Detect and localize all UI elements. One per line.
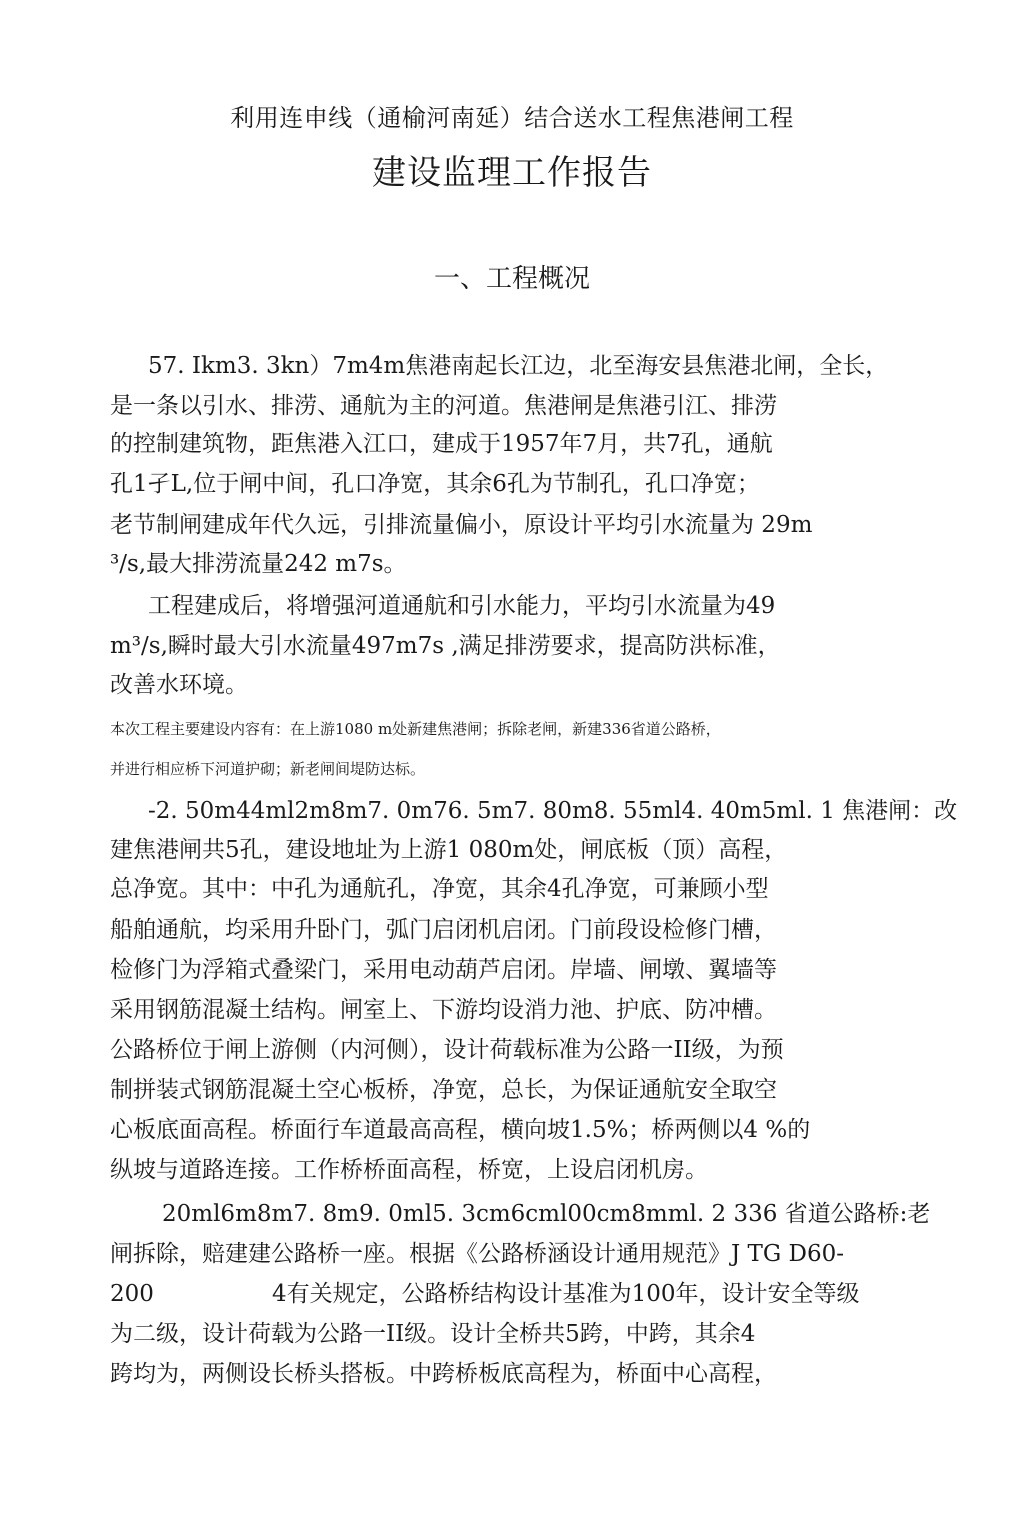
paragraph-line: 为二级，设计荷载为公路一II级。设计全桥共5跨，中跨，其余4 xyxy=(110,1321,756,1347)
paragraph-line: 制拼装式钢筋混凝土空心板桥，净宽，总长，为保证通航安全取空 xyxy=(110,1077,777,1103)
paragraph-line: 公路桥位于闸上游侧（内河侧），设计荷载标准为公路一II级，为预 xyxy=(110,1037,784,1063)
paragraph-line: 跨均为，两侧设长桥头搭板。中跨桥板底高程为，桥面中心高程， xyxy=(110,1361,777,1387)
paragraph-line: 纵坡与道路连接。工作桥桥面高程，桥宽，上设启闭机房。 xyxy=(110,1157,708,1183)
paragraph-line: 工程建成后，将增强河道通航和引水能力，平均引水流量为49 xyxy=(148,593,776,619)
paragraph-line: 老节制闸建成年代久远，引排流量偏小，原设计平均引水流量为 29m xyxy=(110,512,813,538)
paragraph-line: 20ml6m8m7. 8m9. 0ml5. 3cm6cml00cm8mml. 2 336 省道公路桥:老 xyxy=(162,1201,931,1227)
document-title: 建设监理工作报告 xyxy=(372,153,652,193)
paragraph-line-small: 本次工程主要建设内容有：在上游1080 m处新建焦港闸；拆除老闸，新建336省道公路桥， xyxy=(110,720,721,738)
paragraph-line-continuation: 4有关规定，公路桥结构设计基准为100年，设计安全等级 xyxy=(272,1281,860,1307)
paragraph-line: 是一条以引水、排涝、通航为主的河道。焦港闸是焦港引江、排涝 xyxy=(110,393,777,419)
paragraph-line: m³/s,瞬时最大引水流量497m7s ,满足排涝要求，提高防洪标准， xyxy=(110,633,781,659)
paragraph-line: 建焦港闸共5孔，建设地址为上游1 080m处，闸底板（顶）高程， xyxy=(110,837,788,863)
paragraph-line: 57. Ikm3. 3kn）7m4m焦港南起长江边，北至海安县焦港北闸，全长， xyxy=(148,353,889,379)
paragraph-line-start: 200 xyxy=(110,1281,154,1307)
paragraph-line: 检修门为浮箱式叠梁门，采用电动葫芦启闭。岸墙、闸墩、翼墙等 xyxy=(110,957,777,983)
paragraph-line-small: 并进行相应桥下河道护砌；新老闸间堤防达标。 xyxy=(110,760,426,778)
paragraph-line: 改善水环境。 xyxy=(110,672,248,698)
paragraph-line: 的控制建筑物，距焦港入江口，建成于1957年7月，共7孔，通航 xyxy=(110,431,773,457)
paragraph-line: 船舶通航，均采用升卧门，弧门启闭机启闭。门前段设检修门槽， xyxy=(110,917,777,943)
document-subtitle: 利用连申线（通榆河南延）结合送水工程焦港闸工程 xyxy=(230,104,794,132)
paragraph-line: 孔1孑L,位于闸中间，孔口净宽，其余6孔为节制孔，孔口净宽； xyxy=(110,471,760,497)
paragraph-line: 闸拆除，赔建建公路桥一座。根据《公路桥涵设计通用规范》J TG D60- xyxy=(110,1241,845,1267)
paragraph-line: -2. 50m44ml2m8m7. 0m76. 5m7. 80m8. 55ml4. 40m5ml. 1 焦港闸：改 xyxy=(148,798,958,824)
paragraph-line: ³/s,最大排涝流量242 m7s。 xyxy=(110,551,407,577)
paragraph-line: 采用钢筋混凝土结构。闸室上、下游均设消力池、护底、防冲槽。 xyxy=(110,997,777,1023)
section-heading: 一、工程概况 xyxy=(433,264,590,294)
paragraph-line: 总净宽。其中：中孔为通航孔，净宽，其余4孔净宽，可兼顾小型 xyxy=(110,876,769,902)
paragraph-line: 心板底面高程。桥面行车道最高高程，横向坡1.5%；桥两侧以4 %的 xyxy=(110,1117,811,1143)
